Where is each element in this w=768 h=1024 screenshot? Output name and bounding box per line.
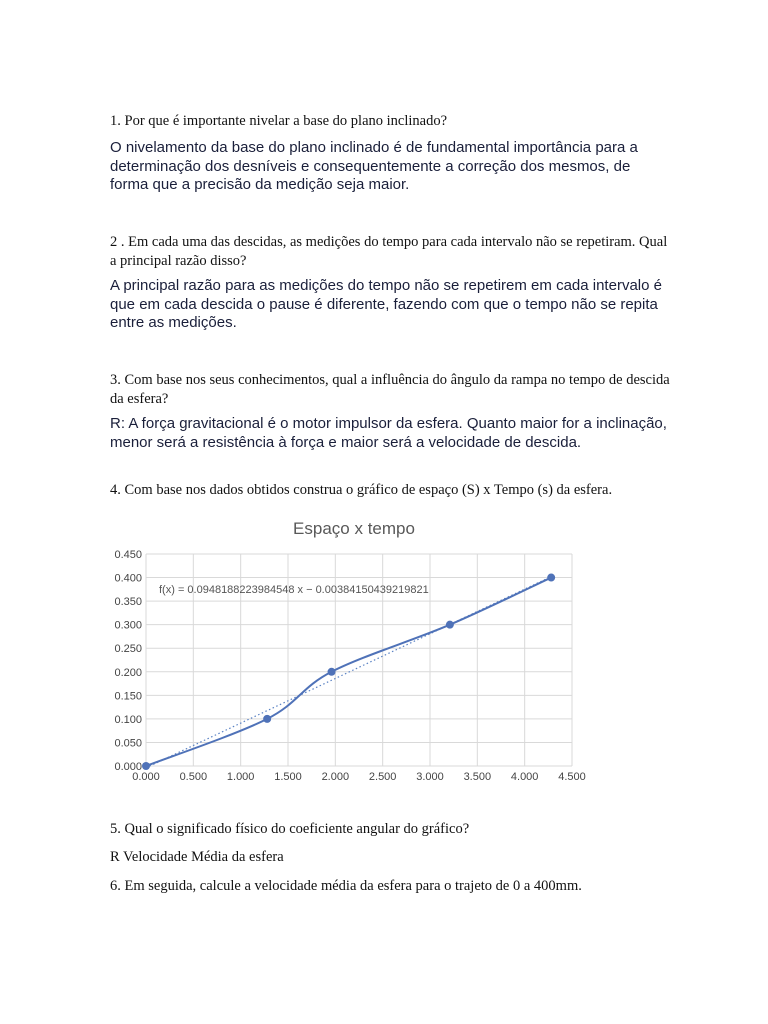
y-tick-label: 0.300 — [114, 619, 142, 632]
question-3: 3. Com base nos seus conhecimentos, qual a influência do ângulo da rampa no tempo de descida da esfera? — [110, 372, 670, 407]
x-tick-label: 2.000 — [321, 771, 350, 783]
space-time-chart — [100, 510, 620, 790]
question-4: 4. Com base nos dados obtidos construa o gráfico de espaço (S) x Tempo (s) da esfera. — [110, 482, 613, 498]
y-tick-label: 0.450 — [114, 549, 142, 561]
x-tick-label: 4.000 — [510, 771, 539, 783]
y-tick-label: 0.100 — [114, 713, 142, 726]
y-tick-label: 0.200 — [114, 666, 142, 679]
question-6: 6. Em seguida, calcule a velocidade média da esfera para o trajeto de 0 a 400mm. — [110, 878, 582, 894]
x-tick-label: 1.000 — [226, 771, 255, 783]
x-tick-label: 2.500 — [368, 771, 397, 783]
answer-5: R Velocidade Média da esfera — [110, 849, 284, 865]
x-tick-label: 0.500 — [179, 771, 208, 783]
chart-title: Espaço x tempo — [293, 519, 415, 538]
y-tick-label: 0.150 — [114, 690, 142, 703]
x-tick-label: 0.000 — [132, 771, 160, 783]
x-tick-label: 3.500 — [463, 771, 492, 783]
y-axis-ticks — [114, 549, 142, 773]
question-1: 1. Por que é importante nivelar a base do plano inclinado? — [110, 113, 448, 129]
trendline-equation: f(x) = 0.0948188223984548 x − 0.00384150439219821 — [159, 584, 429, 596]
y-tick-label: 0.050 — [114, 737, 142, 750]
question-5: 5. Qual o significado físico do coeficiente angular do gráfico? — [110, 821, 470, 837]
x-tick-label: 1.500 — [274, 771, 302, 783]
answer-1: O nivelamento da base do plano inclinado é de fundamental importância para a determinação dos desníveis e consequentemente a correção dos mesmos, de forma que a precisão da medição seja maior. — [110, 139, 638, 193]
question-2: 2 . Em cada uma das descidas, as medições do tempo para cada intervalo não se repetiram. Qual a principal razão disso? — [110, 234, 668, 269]
data-point — [328, 668, 336, 676]
data-point — [547, 574, 555, 582]
x-tick-label: 4.500 — [558, 771, 586, 783]
x-tick-label: 3.000 — [416, 771, 444, 783]
answer-3: R: A força gravitacional é o motor impulsor da esfera. Quanto maior for a inclinação, menor será a resistência à força e maior será a velocidade de descida. — [110, 415, 667, 451]
y-tick-label: 0.350 — [114, 596, 142, 609]
data-point — [263, 715, 271, 723]
y-tick-label: 0.400 — [114, 572, 142, 585]
data-point — [142, 762, 150, 770]
answer-2: A principal razão para as medições do tempo não se repetirem em cada intervalo é que em cada descida o pause é diferente, fazendo com que o tempo não se repita entre as medições. — [110, 277, 662, 331]
data-point — [446, 621, 454, 629]
y-tick-label: 0.250 — [114, 643, 142, 656]
y-tick-label: 0.000 — [114, 761, 142, 773]
x-axis-ticks — [132, 771, 586, 783]
